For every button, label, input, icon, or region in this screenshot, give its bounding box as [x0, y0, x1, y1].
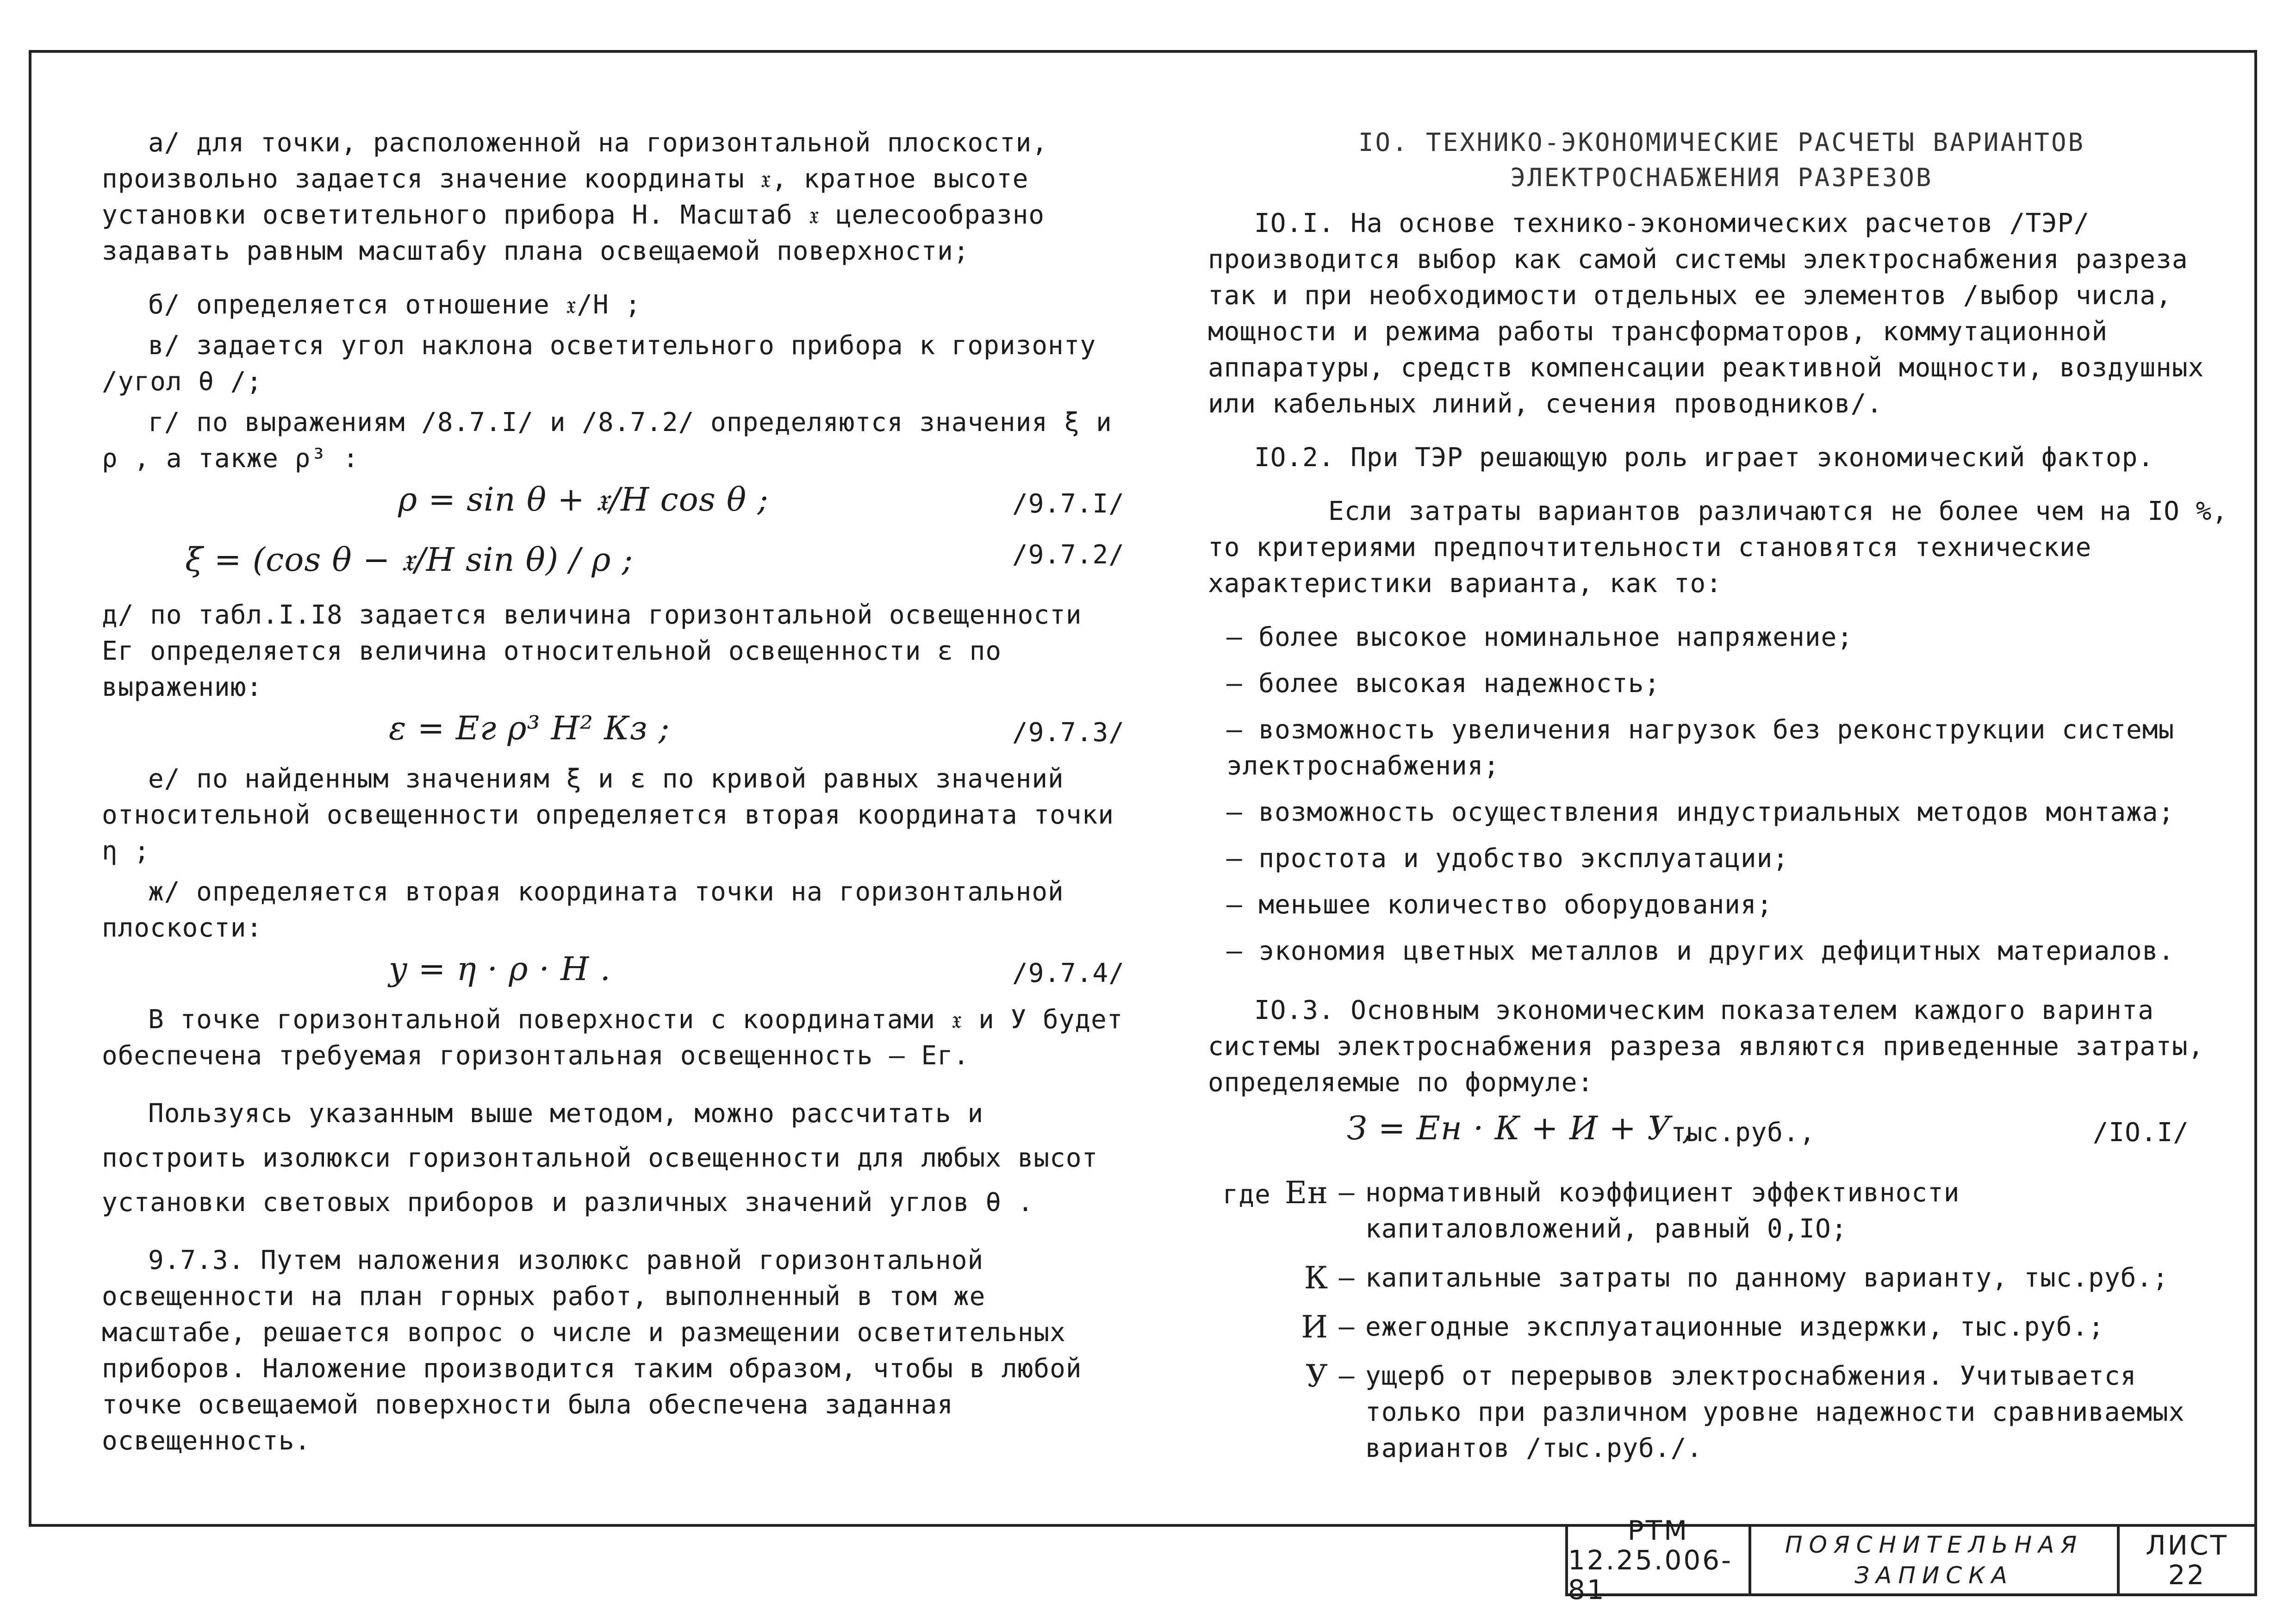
formula-number: /IO.I/ — [2092, 1118, 2189, 1148]
stamp-code-line-2: 12.25.006-81 — [1568, 1544, 1733, 1605]
stamp-sheet — [2120, 1527, 2254, 1593]
section-heading-line-2: ЭЛЕКТРОСНАБЖЕНИЯ РАЗРЕЗОВ — [1510, 163, 1933, 192]
formula-10-1 — [1208, 1106, 2235, 1161]
frame-right-line — [2254, 50, 2257, 1596]
item-v: в/ задается угол наклона осветительного прибора к горизонту /угол θ /; — [102, 331, 1096, 397]
definition-text: ежегодные эксплуатационные издержки, тыс.руб.; — [1365, 1312, 2104, 1342]
item-d: д/ по табл.I.I8 задается величина горизонтальной освещенности Eг определяется величина относительной освещенности ε по выражению: — [102, 600, 1082, 702]
stamp-sheet-label: ЛИСТ — [2146, 1530, 2228, 1561]
paragraph-10-2-criteria: Если затраты вариантов различаются не более чем на IO %, то критериями предпочтительности становятся технические характеристики варианта, как то: — [1208, 496, 2228, 599]
stamp-document-code — [1568, 1515, 1751, 1605]
definition-symbol: И — [1301, 1309, 1328, 1345]
item-g: г/ по выражениям /8.7.I/ и /8.7.2/ определяются значения ξ и ρ , а также ρ³ : — [102, 407, 1112, 474]
formula-9-7-1 — [102, 481, 1125, 528]
stamp-document-title — [1751, 1527, 2120, 1593]
definition-symbol: К — [1304, 1260, 1328, 1296]
formula-expression: ρ = sin θ + 𝔵/Н cos θ ; — [398, 481, 769, 518]
formula-number: /9.7.4/ — [1012, 958, 1125, 988]
list-item: – экономия цветных металлов и других дефицитных материалов. — [1226, 936, 2175, 966]
section-heading-line-1: IO. ТЕХНИКО-ЭКОНОМИЧЕСКИЕ РАСЧЕТЫ ВАРИАНТОВ — [1358, 128, 2085, 157]
paragraph-9-7-3: 9.7.3. Путем наложения изолюкс равной горизонтальной освещенности на план горных работ, выполненный в том же масштабе, решается вопрос о числе и размещении осветительных приборов. Наложение производится таким образом, чтобы в любой точке освещаемой поверхности была обеспечена заданная освещенность. — [102, 1245, 1082, 1456]
paragraph-isolux-method: Пользуясь указанным выше методом, можно рассчитать и построить изолюкси горизонтальной освещенности для любых высот установки световых приборов и различных значений углов θ . — [102, 1099, 1098, 1218]
formula-expression: y = η · ρ · H . — [389, 950, 611, 988]
stamp-title-line-2: ЗАПИСКА — [1854, 1562, 2014, 1589]
formula-9-7-3 — [102, 710, 1125, 756]
left-column — [102, 125, 1125, 1464]
frame-left-line — [29, 50, 31, 1527]
list-item: – возможность осуществления индустриальных методов монтажа; — [1226, 797, 2175, 827]
definition-text: ущерб от перерывов электроснабжения. Учитывается только при различном уровне надежности сравниваемых вариантов /тыс.руб./. — [1365, 1361, 2185, 1463]
symbol-definitions: где Eн – нормативный коэффициент эффективности капиталовложений, равный 0,IO; К – капитальные затраты по данному варианту, тыс.руб.; И – ежегодные эксплуатационные издержки, тыс.руб.; У – ущерб от перерывов электроснабжения. Учитывается только при различном уровне надежности сравниваемых вариантов /тыс.руб./. — [1208, 1175, 2235, 1467]
formula-unit: тыс.руб., — [1671, 1118, 1816, 1148]
frame-bottom-line — [29, 1524, 1565, 1527]
stamp-title-line-1: ПОЯСНИТЕЛЬНАЯ — [1785, 1531, 2084, 1558]
definition-symbol: где Eн — [1222, 1175, 1328, 1211]
formula-expression: З = Eн · К + И + У , — [1347, 1109, 1693, 1147]
definition-text: капитальные затраты по данному варианту, тыс.руб.; — [1365, 1263, 2169, 1293]
paragraph-10-2: IO.2. При ТЭР решающую роль играет экономический фактор. — [1254, 443, 2154, 473]
formula-number: /9.7.3/ — [1012, 718, 1125, 748]
list-item: – более высокая надежность; — [1226, 668, 1661, 699]
list-item: – простота и удобство эксплуатации; — [1226, 843, 1789, 874]
definition-symbol: У — [1306, 1358, 1328, 1394]
formula-expression: ξ = (cos θ − 𝔵/Н sin θ) / ρ ; — [185, 541, 634, 579]
frame-top-line — [29, 50, 2257, 53]
title-block-stamp — [1565, 1515, 2257, 1605]
formula-9-7-2 — [102, 532, 1125, 593]
item-e: е/ по найденным значениям ξ и ε по кривой равных значений относительной освещенности определяется вторая координата точки η ; — [102, 764, 1114, 866]
definition-text: нормативный коэффициент эффективности капиталовложений, равный 0,IO; — [1365, 1178, 1960, 1244]
paragraph-point-coordinates: В точке горизонтальной поверхности с координатами 𝔵 и У будет обеспечена требуемая горизонтальная освещенность – Ег. — [102, 1005, 1123, 1071]
item-b: б/ определяется отношение 𝔵/Н ; — [148, 290, 641, 320]
paragraph-10-3: IO.3. Основным экономическим показателем каждого варинта системы электроснабжения разреза являются приведенные затраты, определяемые по формуле: — [1208, 995, 2204, 1098]
right-column — [1208, 125, 2235, 1467]
stamp-sheet-number: 22 — [2168, 1559, 2206, 1591]
formula-number: /9.7.I/ — [1012, 489, 1125, 519]
list-item: – возможность увеличения нагрузок без реконструкции системы электроснабжения; — [1226, 715, 2175, 781]
formula-expression: ε = Eг ρ³ Н² Кз ; — [389, 709, 670, 747]
list-item: – более высокое номинальное напряжение; — [1226, 622, 1853, 652]
stamp-code-line-1: РТМ — [1627, 1515, 1689, 1546]
item-zh: ж/ определяется вторая координата точки на горизонтальной плоскости: — [102, 877, 1064, 943]
paragraph-10-1: IO.I. На основе технико-экономических расчетов /ТЭР/ производится выбор как самой системы электроснабжения разреза так и при необходимости отдельных ее элементов /выбор числа, мощности и режима работы трансформаторов, коммутационной аппаратуры, средств компенсации реактивной мощности, воздушных или кабельных линий, сечения проводников/. — [1208, 208, 2204, 419]
list-item: – меньшее количество оборудования; — [1226, 890, 1773, 920]
formula-number: /9.7.2/ — [1012, 540, 1125, 570]
item-a: а/ для точки, расположенной на горизонтальной плоскости, произвольно задается значение координаты 𝔵, кратное высоте установки осветительного прибора Н. Масштаб 𝔵 целесообразно задавать равным масштабу плана освещаемой поверхности; — [102, 128, 1048, 266]
formula-9-7-4 — [102, 951, 1125, 997]
